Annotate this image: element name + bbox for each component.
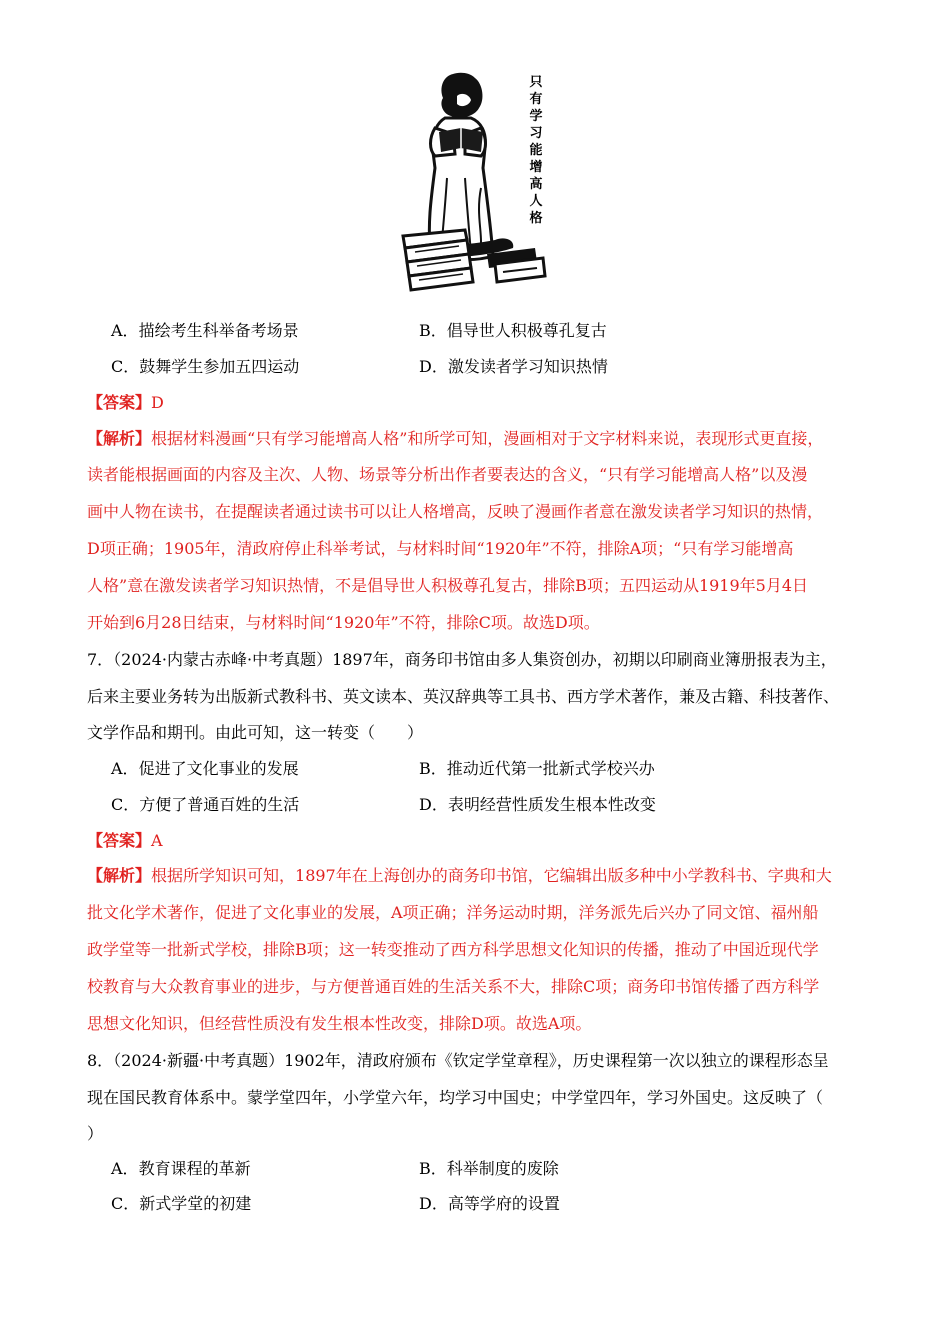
q6-option-c[interactable]: C．鼓舞学生参加五四运动 (111, 357, 300, 376)
q8-option-a[interactable]: A．教育课程的革新 (111, 1159, 251, 1178)
q8-option-b[interactable]: B．科举制度的废除 (419, 1159, 559, 1178)
q7-analysis-line: 【解析】根据所学知识可知，1897年在上海创办的商务印书馆，它编辑出版多种中小学教科书、字典和大 (87, 866, 832, 885)
q7-answer (87, 829, 163, 853)
answer-label: 【答案】 (87, 393, 152, 412)
q7-analysis-line: 校教育与大众教育事业的进步，与方便普通百姓的生活关系不大，排除C项；商务印书馆传播了西方科学 (87, 977, 820, 996)
q7-option-b[interactable]: B．推动近代第一批新式学校兴办 (419, 759, 655, 778)
q6-analysis-line: D项正确；1905年，清政府停止科举考试，与材料时间“1920年”不符，排除A项；“只有学习能增高 (87, 539, 794, 558)
q6-option-b[interactable]: B．倡导世人积极尊孔复古 (419, 321, 607, 340)
q8-stem-line: 8．（2024·新疆·中考真题）1902年，清政府颁布《钦定学堂章程》，历史课程第一次以独立的课程形态呈 (87, 1051, 829, 1070)
q6-answer (87, 391, 164, 415)
q7-analysis-line: 批文化学术著作，促进了文化事业的发展，A项正确；洋务运动时期，洋务派先后兴办了同文馆、福州船 (87, 903, 819, 922)
q7-analysis-line: 政学堂等一批新式学校，排除B项；这一转变推动了西方科学思想文化知识的传播，推动了中国近现代学 (87, 940, 819, 959)
q7-stem-line: 后来主要业务转为出版新式教科书、英文读本、英汉辞典等工具书、西方学术著作，兼及古籍、科技著作、 (87, 687, 840, 706)
analysis-label: 【解析】 (87, 429, 152, 448)
q6-analysis-line: 开始到6月28日结束，与材料时间“1920年”不符，排除C项。故选D项。 (87, 613, 600, 632)
q7-stem-line: 文学作品和期刊。由此可知，这一转变（ ） (87, 723, 424, 742)
q6-option-a[interactable]: A．描绘考生科举备考场景 (111, 321, 299, 340)
answer-value: A (151, 831, 163, 850)
answer-value: D (151, 393, 164, 412)
q6-option-d[interactable]: D．激发读者学习知识热情 (419, 357, 608, 376)
q6-analysis-line: 人格”意在激发读者学习知识热情，不是倡导世人积极尊孔复古，排除B项；五四运动从1919年5月4日 (87, 576, 809, 595)
cartoon-caption: 只有学习能增高人格 (529, 75, 543, 226)
answer-label: 【答案】 (87, 831, 152, 850)
q7-stem-line: 7．（2024·内蒙古赤峰·中考真题）1897年，商务印书馆由多人集资创办，初期以印刷商业簿册报表为主， (87, 650, 837, 669)
q6-analysis-line: 读者能根据画面的内容及主次、人物、场景等分析出作者要表达的含义，“只有学习能增高人格”以及漫 (87, 465, 808, 484)
q8-stem-line: ） (87, 1124, 104, 1143)
q8-stem-line: 现在国民教育体系中。蒙学堂四年，小学堂六年，均学习中国史；中学堂四年，学习外国史。这反映了（ (87, 1088, 824, 1107)
q6-analysis-line: 画中人物在读书，在提醒读者通过读书可以让人格增高，反映了漫画作者意在激发读者学习知识的热情， (87, 502, 824, 521)
q7-option-a[interactable]: A．促进了文化事业的发展 (111, 759, 299, 778)
q8-option-c[interactable]: C．新式学堂的初建 (111, 1194, 252, 1213)
q7-option-c[interactable]: C．方便了普通百姓的生活 (111, 795, 300, 814)
q8-option-d[interactable]: D．高等学府的设置 (419, 1194, 560, 1213)
analysis-label: 【解析】 (87, 866, 152, 885)
q6-analysis-line: 【解析】根据材料漫画“只有学习能增高人格”和所学可知，漫画相对于文字材料来说，表现形式更直接， (87, 429, 824, 448)
q7-analysis-line: 思想文化知识，但经营性质没有发生根本性改变，排除D项。故选A项。 (87, 1014, 592, 1033)
q7-option-d[interactable]: D．表明经营性质发生根本性改变 (419, 795, 656, 814)
